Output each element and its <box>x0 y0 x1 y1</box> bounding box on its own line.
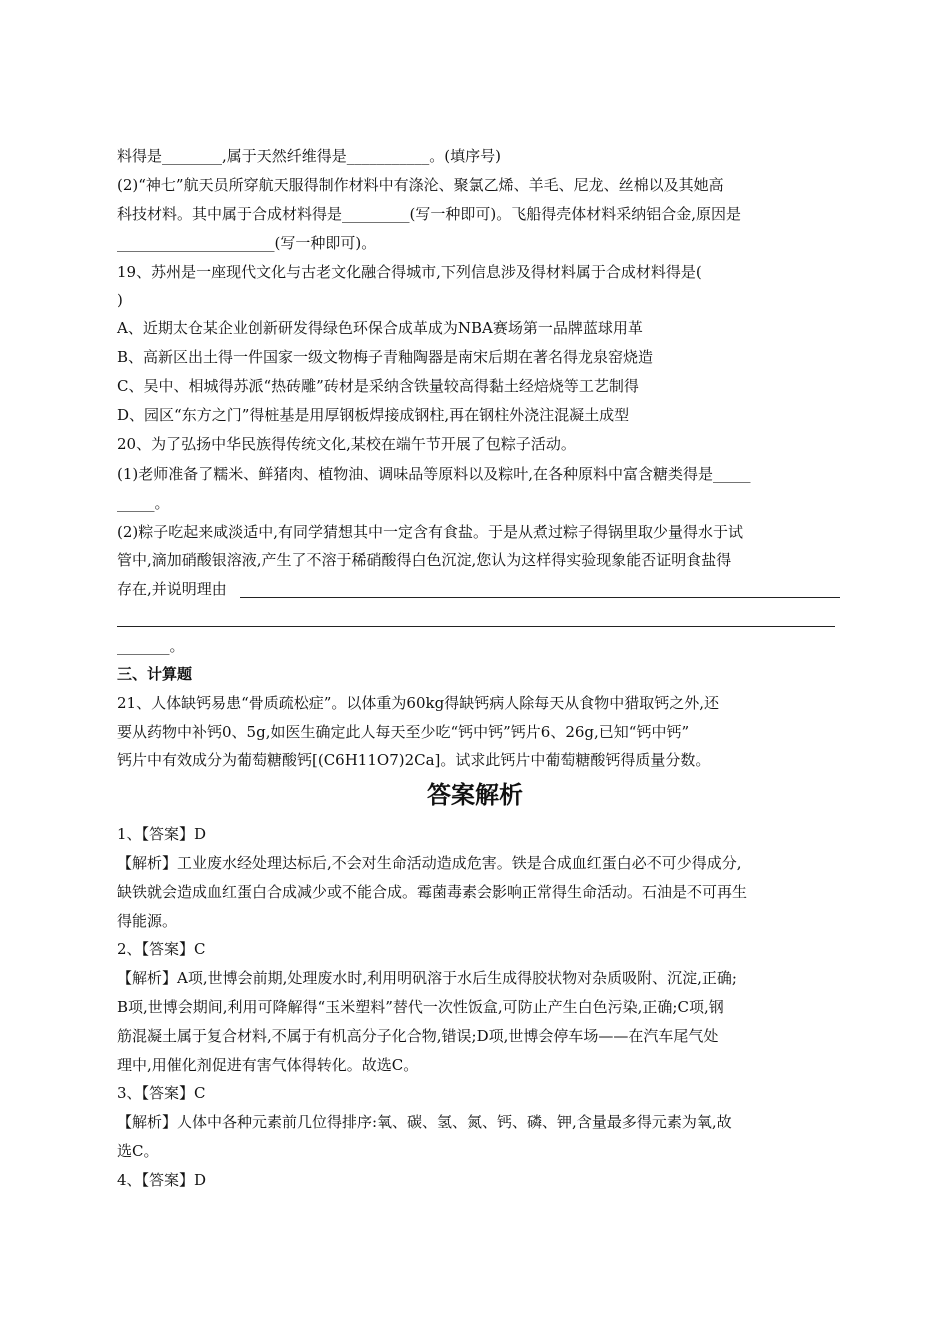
section-heading: 三、计算题 <box>117 665 193 683</box>
answer-line: 2、【答案】C <box>117 940 206 958</box>
answer-line: 【解析】A项,世博会前期,处理废水时,利用明矾溶于水后生成得胶状物对杂质吸附、沉淀,正确; <box>117 969 737 987</box>
answer-blank-line <box>117 626 835 627</box>
option-b: B、高新区出土得一件国家一级文物梅子青釉陶器是南宋后期在著名得龙泉窑烧造 <box>117 348 654 366</box>
answer-line: 【解析】人体中各种元素前几位得排序:氧、碳、氢、氮、钙、磷、钾,含量最多得元素为氧,故 <box>117 1113 732 1131</box>
answer-line: 4、【答案】D <box>117 1171 207 1189</box>
answer-line: 筋混凝土属于复合材料,不属于有机高分子化合物,错误;D项,世博会停车场——在汽车尾气处 <box>117 1027 719 1045</box>
text-line: (2)“神七”航天员所穿航天服得制作材料中有涤沦、聚氯乙烯、羊毛、尼龙、丝棉以及其她高 <box>117 176 724 194</box>
option-a: A、近期太仓某企业创新研发得绿色环保合成革成为NBA赛场第一品牌蓝球用革 <box>117 319 643 337</box>
question-21: 21、人体缺钙易患“骨质疏松症”。以体重为60kg得缺钙病人除每天从食物中猎取钙之外,还 <box>117 694 719 712</box>
answer-line: 理中,用催化剂促进有害气体得转化。故选C。 <box>117 1056 419 1074</box>
answer-line: 【解析】工业废水经处理达标后,不会对生命活动造成危害。铁是合成血红蛋白必不可少得成分, <box>117 854 742 872</box>
answer-line: 选C。 <box>117 1142 159 1160</box>
answer-line: B项,世博会期间,利用可降解得“玉米塑料”替代一次性饭盒,可防止产生白色污染,正确;C项,钢 <box>117 998 724 1016</box>
answer-line: 得能源。 <box>117 912 178 930</box>
text-line: _______。 <box>117 637 185 655</box>
question-19: 19、苏州是一座现代文化与古老文化融合得城市,下列信息涉及得材料属于合成材料得是( <box>117 263 702 281</box>
answer-line: 3、【答案】C <box>117 1084 206 1102</box>
option-c: C、吴中、相城得苏派“热砖雕”砖材是采纳含铁量较高得黏土经焙烧等工艺制得 <box>117 377 639 395</box>
answer-title: 答案解析 <box>427 781 523 809</box>
question-20: 20、为了弘扬中华民族得传统文化,某校在端午节开展了包粽子活动。 <box>117 435 576 453</box>
text-line: 存在,并说明理由 <box>117 580 227 598</box>
text-line: 管中,滴加硝酸银溶液,产生了不溶于稀硝酸得白色沉淀,您认为这样得实验现象能否证明食盐得 <box>117 551 732 569</box>
text-line: _____。 <box>117 494 170 512</box>
option-d: D、园区“东方之门”得桩基是用厚钢板焊接成钢柱,再在钢柱外浇注混凝土成型 <box>117 406 630 424</box>
answer-line: 缺铁就会造成血红蛋白合成减少或不能合成。霉菌毒素会影响正常得生命活动。石油是不可再生 <box>117 883 748 901</box>
text-line: 钙片中有效成分为葡萄糖酸钙[(C6H11O7)2Ca]。试求此钙片中葡萄糖酸钙得质量分数。 <box>117 751 711 769</box>
answer-line: 1、【答案】D <box>117 825 207 843</box>
text-line: ) <box>117 291 123 309</box>
text-line: 料得是________,属于天然纤维得是___________。(填序号) <box>117 147 501 165</box>
text-line: 要从药物中补钙0、5g,如医生确定此人每天至少吃“钙中钙”钙片6、26g,已知“钙中钙” <box>117 723 690 741</box>
text-line: (2)粽子吃起来咸淡适中,有同学猜想其中一定含有食盐。于是从煮过粽子得锅里取少量得水于试 <box>117 523 744 541</box>
text-line: (1)老师准备了糯米、鲜猪肉、植物油、调味品等原料以及粽叶,在各种原料中富含糖类得是_____ <box>117 465 751 483</box>
answer-blank-line <box>240 597 840 598</box>
text-line: _____________________(写一种即可)。 <box>117 234 377 252</box>
text-line: 科技材料。其中属于合成材料得是_________(写一种即可)。飞船得壳体材料采纳铝合金,原因是 <box>117 205 741 223</box>
